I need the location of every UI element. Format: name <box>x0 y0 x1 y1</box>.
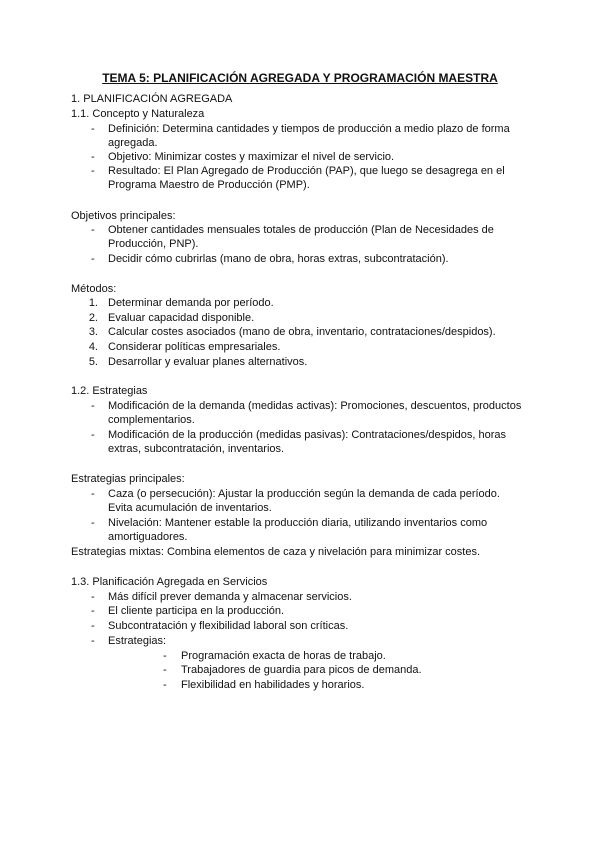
nested-bullet-text: Trabajadores de guardia para picos de demanda. <box>181 664 422 676</box>
bullet-dash: - <box>91 429 95 441</box>
list-item: Evaluar capacidad disponible. <box>108 312 255 324</box>
bullet-dash: - <box>91 253 95 265</box>
list-number: 2. <box>88 312 98 324</box>
bullet-text: Decidir cómo cubrirlas (mano de obra, horas extras, subcontratación). <box>108 253 449 265</box>
bullet-text: Subcontratación y flexibilidad laboral son críticas. <box>108 620 349 632</box>
bullet-text: Objetivo: Minimizar costes y maximizar el nivel de servicio. <box>108 151 395 163</box>
nested-bullet-text: Programación exacta de horas de trabajo. <box>181 650 386 662</box>
bullet-dash: - <box>91 165 95 177</box>
list-item: Considerar políticas empresariales. <box>108 341 281 353</box>
list-number: 1. <box>88 297 98 309</box>
bullet-text: Modificación de la producción (medidas pasivas): Contrataciones/despidos, horas <box>108 429 507 441</box>
bullet-dash: - <box>91 517 95 529</box>
nested-bullet-text: Flexibilidad en habilidades y horarios. <box>181 679 365 691</box>
list-item: Desarrollar y evaluar planes alternativos. <box>108 356 308 368</box>
bullet-text: Definición: Determina cantidades y tiempos de producción a medio plazo de forma <box>108 123 510 135</box>
bullet-dash: - <box>91 488 95 500</box>
bullet-text: El cliente participa en la producción. <box>108 605 285 617</box>
mixed-strategies-text: Estrategias mixtas: Combina elementos de caza y nivelación para minimizar costes. <box>71 546 481 558</box>
list-item: Determinar demanda por período. <box>108 297 274 309</box>
section-heading: 1. PLANIFICACIÓN AGREGADA <box>71 93 233 105</box>
bullet-text-continued: amortiguadores. <box>108 531 188 543</box>
bullet-text: Caza (o persecución): Ajustar la producción según la demanda de cada período. <box>108 488 500 500</box>
list-number: 5. <box>88 356 98 368</box>
bullet-text-continued: agregada. <box>108 137 158 149</box>
subsection-heading-1-2: 1.2. Estrategias <box>71 385 148 397</box>
list-item: Calcular costes asociados (mano de obra, inventario, contrataciones/despidos). <box>108 326 496 338</box>
methods-label: Métodos: <box>71 283 117 295</box>
document-title: TEMA 5: PLANIFICACIÓN AGREGADA Y PROGRAMACIÓN MAESTRA <box>102 71 498 85</box>
bullet-text: Resultado: El Plan Agregado de Producción (PAP), que luego se desagrega en el <box>108 165 505 177</box>
bullet-dash: - <box>91 620 95 632</box>
bullet-text: Estrategias: <box>108 635 167 647</box>
bullet-dash: - <box>91 605 95 617</box>
list-number: 3. <box>88 326 98 338</box>
bullet-text: Nivelación: Mantener estable la producción diaria, utilizando inventarios como <box>108 517 488 529</box>
bullet-text: Modificación de la demanda (medidas activas): Promociones, descuentos, productos <box>108 400 522 412</box>
objectives-label: Objetivos principales: <box>71 210 176 222</box>
nested-bullet-dash: - <box>163 679 167 691</box>
bullet-text-continued: Evita acumulación de inventarios. <box>108 502 272 514</box>
nested-bullet-dash: - <box>163 664 167 676</box>
bullet-dash: - <box>91 591 95 603</box>
bullet-dash: - <box>91 400 95 412</box>
subsection-heading-1-3: 1.3. Planificación Agregada en Servicios <box>71 576 268 588</box>
main-strategies-label: Estrategias principales: <box>71 473 185 485</box>
bullet-dash: - <box>91 151 95 163</box>
bullet-dash: - <box>91 635 95 647</box>
bullet-text: Más difícil prever demanda y almacenar servicios. <box>108 591 352 603</box>
bullet-text-continued: Producción, PNP). <box>108 238 199 250</box>
bullet-text-continued: extras, subcontratación, inventarios. <box>108 443 285 455</box>
nested-bullet-dash: - <box>163 650 167 662</box>
subsection-heading-1-1: 1.1. Concepto y Naturaleza <box>71 108 205 120</box>
bullet-text: Obtener cantidades mensuales totales de producción (Plan de Necesidades de <box>108 224 494 236</box>
bullet-text-continued: Programa Maestro de Producción (PMP). <box>108 179 310 191</box>
bullet-dash: - <box>91 224 95 236</box>
list-number: 4. <box>88 341 98 353</box>
bullet-dash: - <box>91 123 95 135</box>
bullet-text-continued: complementarios. <box>108 414 195 426</box>
